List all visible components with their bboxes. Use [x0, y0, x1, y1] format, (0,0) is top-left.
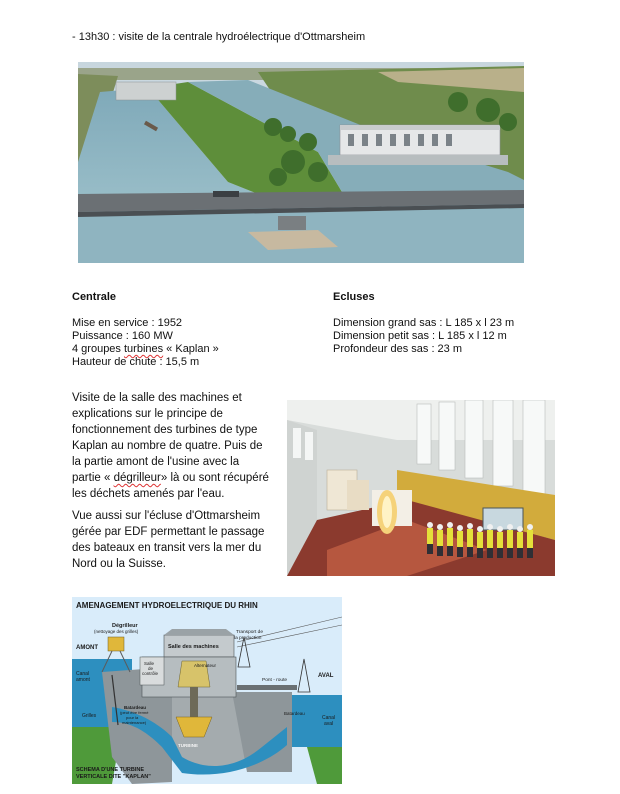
label-canal-amont-1: Canal [76, 671, 90, 677]
label-batardeau-2: (peut être fermé [120, 710, 149, 715]
label-pont-route: Pont - route [262, 678, 288, 683]
label-transport-2: la production [234, 636, 262, 641]
label-salle-controle-1: Salle [144, 661, 155, 666]
label-nettoyage: (nettoyage des grilles) [94, 629, 139, 634]
para1-line: la partie amont de l'usine avec la [72, 456, 240, 468]
para2-line: gérée par EDF permettant le passage [72, 526, 265, 538]
para2-line: des bateaux en transit vers la mer du [72, 542, 262, 554]
groupes-pre: 4 groupes [72, 343, 124, 355]
label-degrilleur: Dégrilleur [112, 623, 138, 629]
para1-line: fonctionnement des turbines de type [72, 424, 258, 436]
profondeur-sas: Profondeur des sas : 23 m [333, 343, 463, 355]
label-batardeau-1: Batardeau [124, 705, 147, 710]
ecluses-heading: Ecluses [333, 291, 375, 303]
label-salle-machines: Salle des machines [168, 644, 219, 650]
label-salle-controle-3: contrôle [142, 671, 159, 676]
label-batardeau-4: maintenance) [122, 720, 147, 725]
label-salle-controle-2: de [148, 666, 154, 671]
para1-l6-post: » là ou sont récupéré [160, 472, 269, 484]
ecluses-section [333, 291, 514, 356]
hauteur-de-chute: Hauteur de chute : 15,5 m [72, 356, 200, 368]
para1-line: Visite de la salle des machines et [72, 392, 242, 404]
machine-room-photo [287, 400, 555, 576]
para1-l6-word: dégrilleur [113, 472, 161, 484]
label-batardeau-right: Batardeau [284, 711, 305, 716]
label-schema-1: SCHEMA D'UNE TURBINE [76, 767, 145, 773]
label-canal-amont-2: amont [76, 677, 90, 683]
centrale-section [72, 291, 219, 369]
paragraph-ecluse [72, 508, 264, 572]
label-schema-2: VERTICALE DITE "KAPLAN" [76, 774, 151, 780]
aerial-dam-photo [78, 62, 524, 263]
centrale-heading: Centrale [72, 291, 117, 303]
groupes-post: « Kaplan » [163, 343, 219, 355]
groupes-turbines [72, 343, 219, 356]
para2-line: Nord ou la Suisse. [72, 558, 166, 570]
para1-l6-pre: partie « [72, 472, 114, 484]
label-alternateur: Alternateur [194, 663, 217, 668]
groupes-word: turbines [123, 343, 164, 355]
page-heading: - 13h30 : visite de la centrale hydroélectrique d'Ottmarsheim [72, 31, 366, 43]
puissance: Puissance : 160 MW [72, 330, 173, 342]
petit-sas: Dimension petit sas : L 185 x l 12 m [333, 330, 507, 342]
diagram-title: AMENAGEMENT HYDROELECTRIQUE DU RHIN [76, 601, 258, 610]
para1-line: Kaplan au nombre de quatre. Puis de [72, 440, 263, 452]
label-amont: AMONT [76, 645, 98, 651]
para2-line: Vue aussi sur l'écluse d'Ottmarsheim [72, 510, 261, 522]
paragraph-visite [72, 390, 269, 502]
label-transport-1: Transport de [236, 630, 264, 635]
label-canal-aval-2: aval [324, 721, 334, 727]
para1-line: les déchets amenés par l'eau. [72, 488, 225, 500]
label-batardeau-3: pour la [126, 715, 139, 720]
label-turbine: TURBINE [178, 743, 198, 748]
label-grilles: Grilles [82, 713, 97, 719]
grand-sas: Dimension grand sas : L 185 x l 23 m [333, 317, 515, 329]
para1-line: explications sur le principe de [72, 408, 223, 420]
hydro-diagram [72, 597, 342, 784]
mise-en-service: Mise en service : 1952 [72, 317, 183, 329]
label-canal-aval-1: Canal [322, 715, 336, 721]
para1-line [72, 470, 269, 486]
label-aval: AVAL [318, 673, 334, 679]
